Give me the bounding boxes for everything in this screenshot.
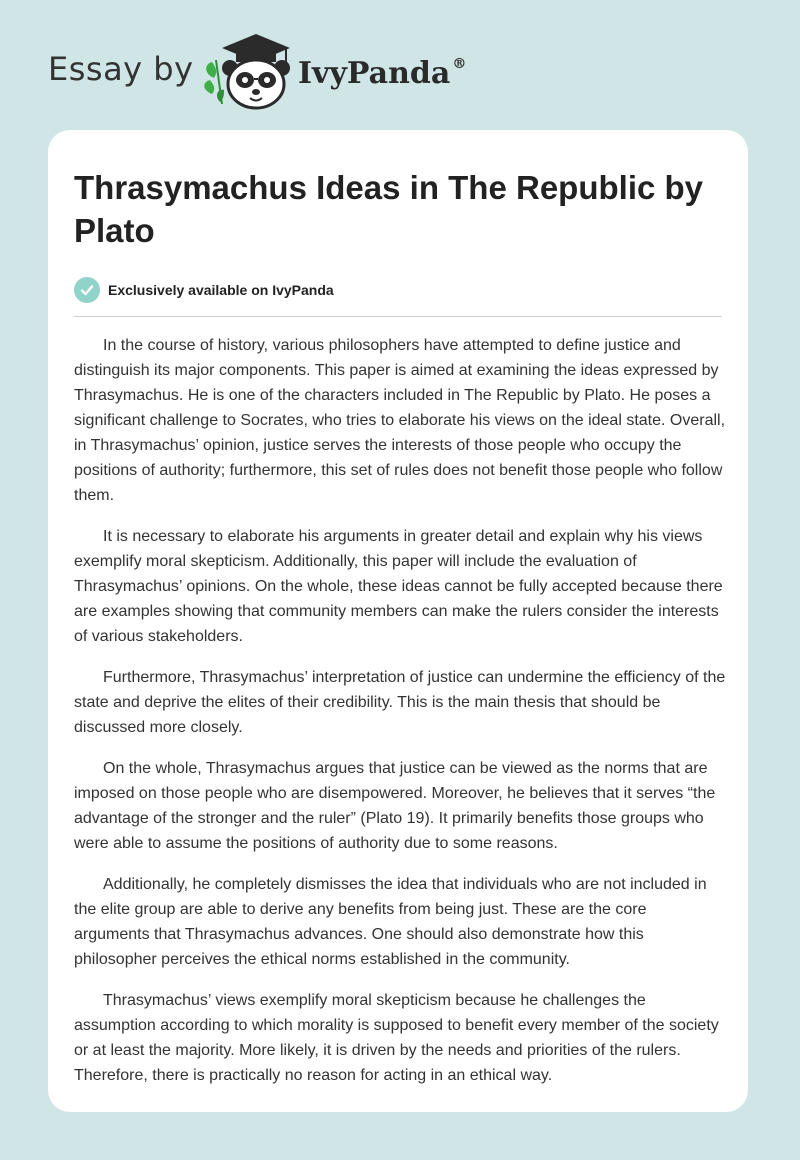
site-header (0, 0, 800, 130)
paragraph: Furthermore, Thrasymachus’ interpretation of justice can undermine the efficiency of the state and deprive the elites of their credibility. This is the main thesis that should be discussed more closely. (74, 669, 726, 736)
essay-by-label: Essay by (48, 50, 194, 88)
check-circle-icon (74, 277, 100, 303)
paragraph: Thrasymachus’ views exemplify moral skepticism because he challenges the assumption according to which morality is supposed to benefit every member of the society or at least the majority. More likely, it is driven by the needs and priorities of the rulers. Therefore, there is practically no reason for acting in an ethical way. (74, 992, 719, 1084)
paragraph: In the course of history, various philosophers have attempted to define justice and distinguish its major components. This paper is aimed at examining the ideas expressed by Thrasymachus. He is one of the characters included in The Republic by Plato. He poses a significant challenge to Socrates, who tries to elaborate his views on the ideal state. Overall, in Thrasymachus’ opinion, justice serves the interests of those people who occupy the positions of authority; furthermore, this set of rules does not benefit those people who follow them. (74, 337, 726, 504)
paragraph: Additionally, he completely dismisses the idea that individuals who are not included in the elite group are able to derive any benefits from being just. These are the core arguments that Thrasymachus advances. One should also demonstrate how this philosopher perceives the ethical norms established in the community. (74, 876, 707, 968)
panda-graduate-icon[interactable] (200, 30, 292, 112)
paragraph: On the whole, Thrasymachus argues that justice can be viewed as the norms that are imposed on those people who are disempowered. Moreover, he believes that it serves “the advantage of the stronger and the ruler” (Plato 19). It primarily benefits those groups who were able to assume the positions of authority due to some reasons. (74, 760, 716, 852)
essay-body (74, 333, 726, 1088)
brand-text: IvyPanda (298, 56, 451, 91)
exclusive-badge (74, 276, 722, 304)
divider (74, 316, 722, 317)
paragraph: It is necessary to elaborate his arguments in greater detail and explain why his views exemplify moral skepticism. Additionally, this paper will include the evaluation of Thrasymachus’ opinions. On the whole, these ideas cannot be fully accepted because there are examples showing that community members can make the rulers consider the interests of various stakeholders. (74, 528, 723, 645)
brand-name[interactable] (298, 56, 466, 91)
essay-card (48, 130, 748, 1112)
registered-mark: ® (452, 56, 467, 72)
exclusive-label: Exclusively available on IvyPanda (108, 282, 334, 298)
essay-title: Thrasymachus Ideas in The Republic by Plato (74, 169, 704, 249)
